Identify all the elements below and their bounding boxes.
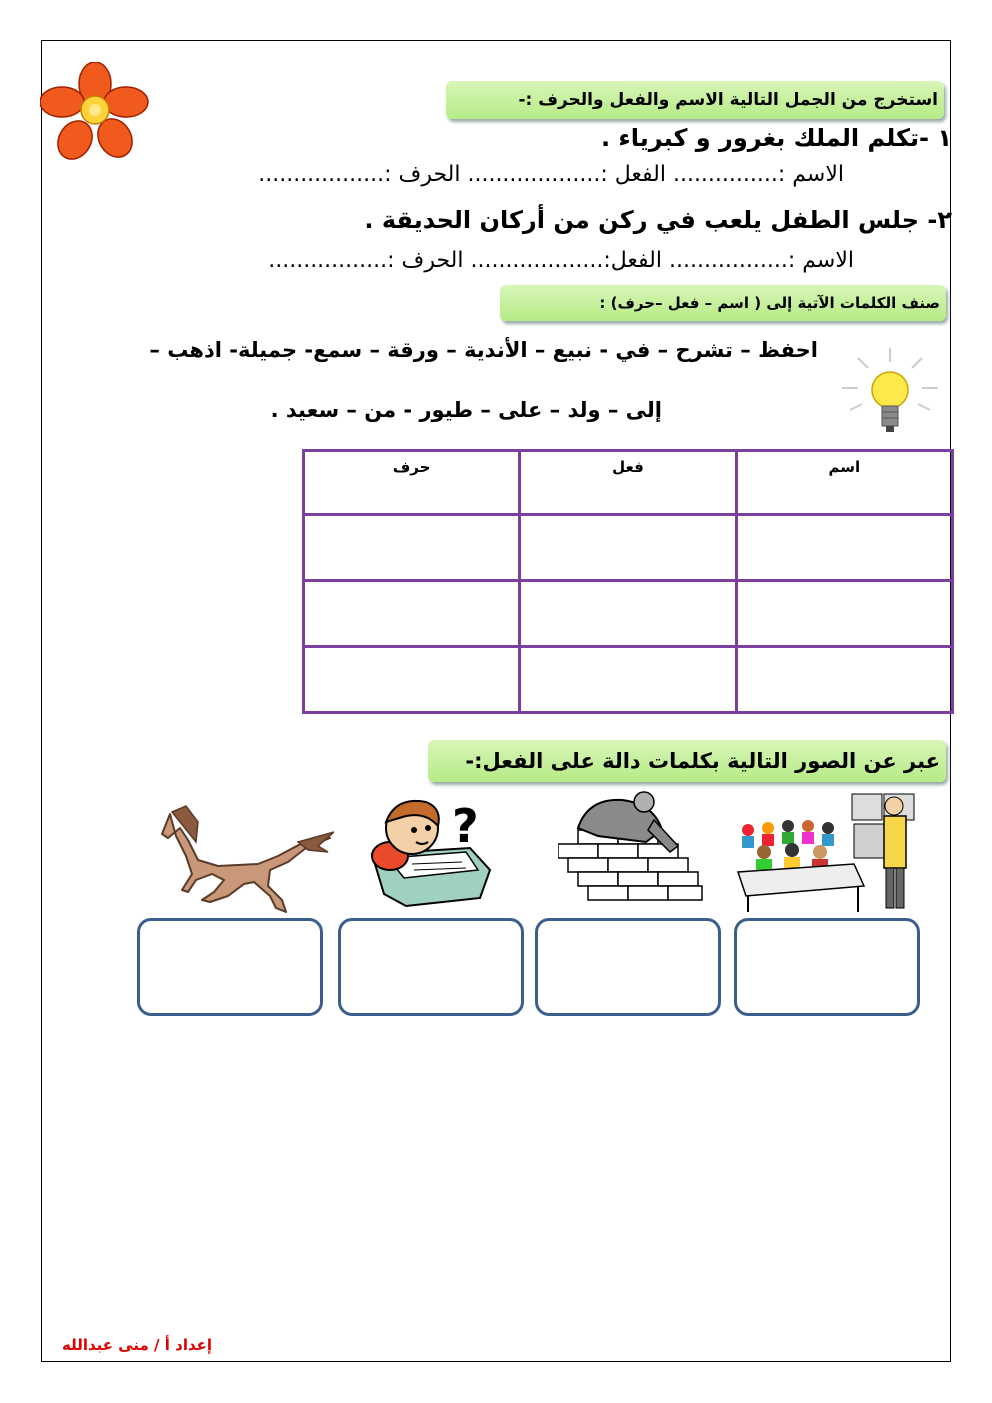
answer-line-2: الاسم :................. الفعل:................... الحرف :................. xyxy=(268,248,854,273)
horse-image xyxy=(158,800,334,916)
classification-table xyxy=(302,449,954,714)
classroom-teacher-image xyxy=(734,790,918,914)
flower-icon xyxy=(40,62,150,162)
table-cell[interactable] xyxy=(520,581,736,647)
sentence-1: ١ -تكلم الملك بغرور و كبرياء . xyxy=(600,124,952,152)
answer-box-bricklayer[interactable] xyxy=(535,918,721,1016)
sentence-2: ٢- جلس الطفل يلعب في ركن من أركان الحديقة . xyxy=(364,206,952,234)
table-cell[interactable] xyxy=(520,515,736,581)
table-header-letter: حرف xyxy=(304,451,520,515)
answer-box-horse[interactable] xyxy=(137,918,323,1016)
table-cell[interactable] xyxy=(736,581,952,647)
section1-heading: استخرج من الجمل التالية الاسم والفعل والحرف :- xyxy=(446,81,944,119)
answer-box-boy[interactable] xyxy=(338,918,524,1016)
table-cell[interactable] xyxy=(520,647,736,713)
table-cell[interactable] xyxy=(304,647,520,713)
answer-line-1: الاسم :............... الفعل :................... الحرف :.................. xyxy=(258,162,844,187)
table-header-noun: اسم xyxy=(736,451,952,515)
table-cell[interactable] xyxy=(736,647,952,713)
section2-heading: صنف الكلمات الآتية إلى ( اسم – فعل –حرف) : xyxy=(500,285,946,321)
credit-text: إعداد أ / منى عبدالله xyxy=(62,1336,213,1354)
lightbulb-icon xyxy=(838,344,942,444)
thinking-boy-image xyxy=(366,796,502,916)
svg-text:?: ? xyxy=(452,799,479,853)
table-cell[interactable] xyxy=(736,515,952,581)
table-header-verb: فعل xyxy=(520,451,736,515)
answer-box-classroom[interactable] xyxy=(734,918,920,1016)
table-cell[interactable] xyxy=(304,581,520,647)
section3-heading: عبر عن الصور التالية بكلمات دالة على الفعل:- xyxy=(428,740,946,782)
words-line-2: إلى – ولد – على – طيور - من – سعيد . xyxy=(270,398,662,422)
table-cell[interactable] xyxy=(304,515,520,581)
bricklayer-image xyxy=(558,790,704,914)
words-line-1: احفظ – تشرح – في - نبيع – الأندية – ورقة – سمع- جميلة- اذهب – xyxy=(149,338,818,362)
